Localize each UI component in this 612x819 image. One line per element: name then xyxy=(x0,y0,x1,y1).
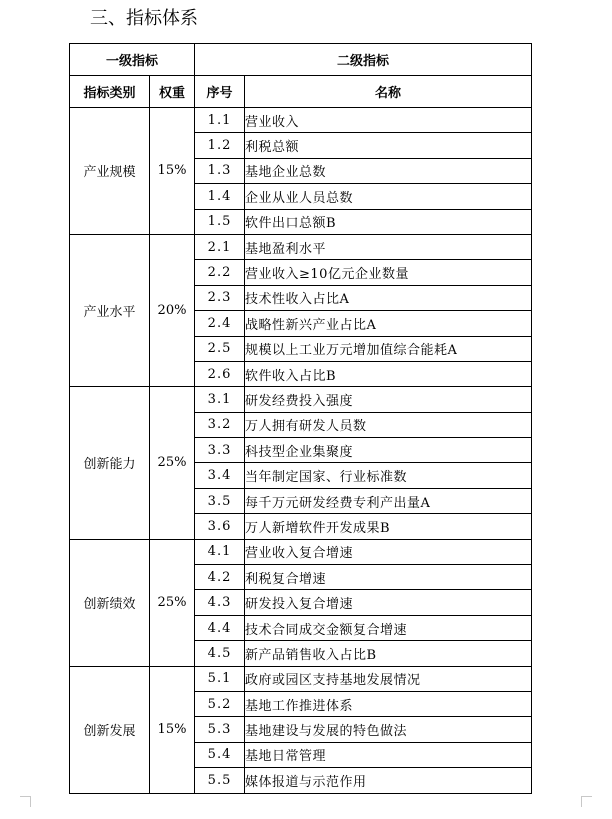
number-cell: 1.4 xyxy=(195,184,245,209)
name-cell: 技术合同成交金额复合增速 xyxy=(245,615,532,640)
number-cell: 5.1 xyxy=(195,666,245,691)
name-cell: 基地建设与发展的特色做法 xyxy=(245,717,532,742)
table-row xyxy=(70,234,532,259)
name-cell: 基地工作推进体系 xyxy=(245,691,532,716)
header-name: 名称 xyxy=(245,76,532,108)
name-cell: 新产品销售收入占比B xyxy=(245,641,532,666)
weight-cell: 15% xyxy=(150,666,195,793)
number-cell: 4.4 xyxy=(195,615,245,640)
header-row-1 xyxy=(70,44,532,76)
name-cell: 营业收入≥10亿元企业数量 xyxy=(245,260,532,285)
name-cell: 软件出口总额B xyxy=(245,209,532,234)
name-cell: 基地盈利水平 xyxy=(245,234,532,259)
header-number: 序号 xyxy=(195,76,245,108)
number-cell: 2.6 xyxy=(195,361,245,386)
name-cell: 技术性收入占比A xyxy=(245,285,532,310)
category-cell: 产业水平 xyxy=(70,234,150,386)
name-cell: 政府或园区支持基地发展情况 xyxy=(245,666,532,691)
number-cell: 1.5 xyxy=(195,209,245,234)
name-cell: 规模以上工业万元增加值综合能耗A xyxy=(245,336,532,361)
name-cell: 战略性新兴产业占比A xyxy=(245,311,532,336)
category-cell: 产业规模 xyxy=(70,108,150,235)
name-cell: 营业收入 xyxy=(245,108,532,133)
header-category: 指标类别 xyxy=(70,76,150,108)
number-cell: 5.4 xyxy=(195,742,245,767)
name-cell: 企业从业人员总数 xyxy=(245,184,532,209)
number-cell: 2.1 xyxy=(195,234,245,259)
number-cell: 1.2 xyxy=(195,133,245,158)
page-corner-mark xyxy=(581,796,592,807)
name-cell: 利税复合增速 xyxy=(245,565,532,590)
name-cell: 利税总额 xyxy=(245,133,532,158)
table-body xyxy=(70,108,532,794)
number-cell: 2.3 xyxy=(195,285,245,310)
number-cell: 1.3 xyxy=(195,158,245,183)
number-cell: 5.3 xyxy=(195,717,245,742)
category-cell: 创新绩效 xyxy=(70,539,150,666)
number-cell: 4.2 xyxy=(195,565,245,590)
table-row xyxy=(70,539,532,564)
number-cell: 2.5 xyxy=(195,336,245,361)
category-cell: 创新能力 xyxy=(70,387,150,539)
number-cell: 4.3 xyxy=(195,590,245,615)
name-cell: 媒体报道与示范作用 xyxy=(245,768,532,793)
header-weight: 权重 xyxy=(150,76,195,108)
name-cell: 研发投入复合增速 xyxy=(245,590,532,615)
name-cell: 科技型企业集聚度 xyxy=(245,438,532,463)
number-cell: 5.5 xyxy=(195,768,245,793)
number-cell: 2.4 xyxy=(195,311,245,336)
section-title: 三、指标体系 xyxy=(90,8,198,29)
name-cell: 每千万元研发经费专利产出量A xyxy=(245,488,532,513)
number-cell: 4.5 xyxy=(195,641,245,666)
weight-cell: 25% xyxy=(150,539,195,666)
name-cell: 万人拥有研发人员数 xyxy=(245,412,532,437)
number-cell: 4.1 xyxy=(195,539,245,564)
number-cell: 2.2 xyxy=(195,260,245,285)
page-corner-mark xyxy=(20,796,31,807)
weight-cell: 15% xyxy=(150,108,195,235)
number-cell: 3.2 xyxy=(195,412,245,437)
name-cell: 基地日常管理 xyxy=(245,742,532,767)
number-cell: 3.1 xyxy=(195,387,245,412)
name-cell: 当年制定国家、行业标准数 xyxy=(245,463,532,488)
table-row xyxy=(70,387,532,412)
table-row xyxy=(70,108,532,133)
table-row xyxy=(70,666,532,691)
number-cell: 5.2 xyxy=(195,691,245,716)
number-cell: 3.4 xyxy=(195,463,245,488)
name-cell: 软件收入占比B xyxy=(245,361,532,386)
number-cell: 3.6 xyxy=(195,514,245,539)
indicator-table xyxy=(69,43,532,794)
header-level1: 一级指标 xyxy=(70,44,195,76)
header-row-2 xyxy=(70,76,532,108)
number-cell: 3.3 xyxy=(195,438,245,463)
number-cell: 1.1 xyxy=(195,108,245,133)
name-cell: 营业收入复合增速 xyxy=(245,539,532,564)
number-cell: 3.5 xyxy=(195,488,245,513)
name-cell: 基地企业总数 xyxy=(245,158,532,183)
name-cell: 万人新增软件开发成果B xyxy=(245,514,532,539)
header-level2: 二级指标 xyxy=(195,44,532,76)
weight-cell: 25% xyxy=(150,387,195,539)
name-cell: 研发经费投入强度 xyxy=(245,387,532,412)
weight-cell: 20% xyxy=(150,234,195,386)
category-cell: 创新发展 xyxy=(70,666,150,793)
